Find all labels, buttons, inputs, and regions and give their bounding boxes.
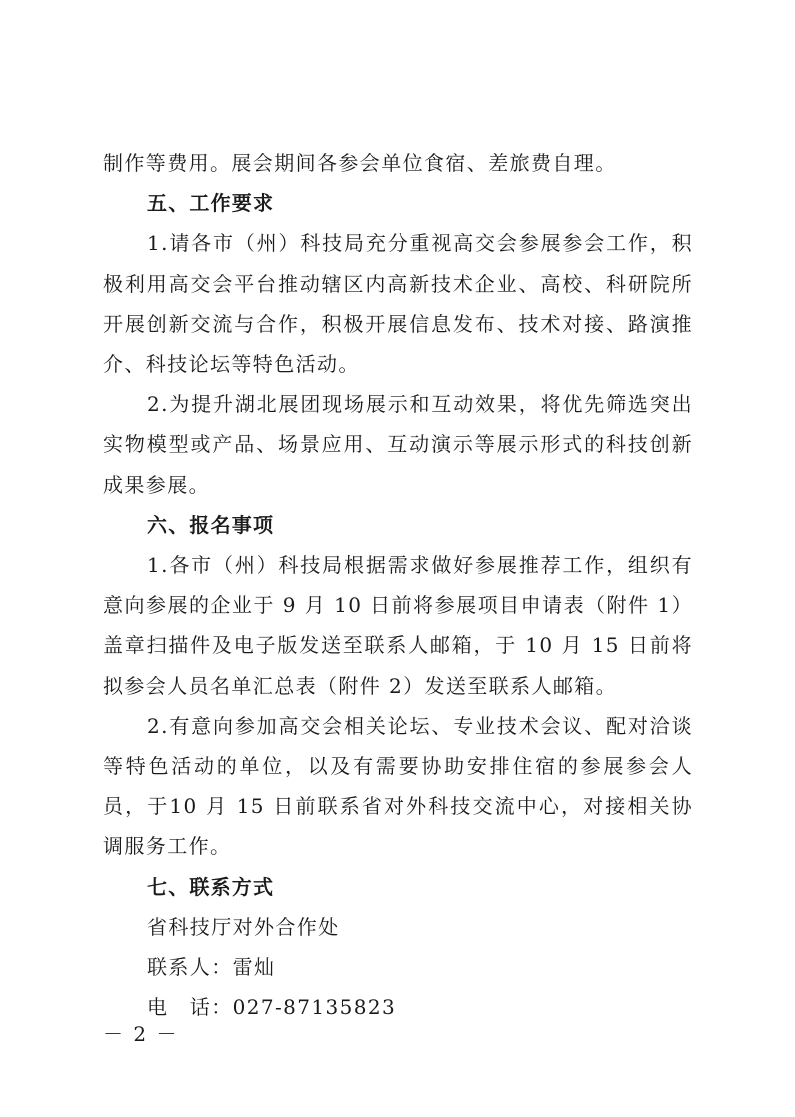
paragraph-registration-2: 2.有意向参加高交会相关论坛、专业技术会议、配对洽谈等特色活动的单位，以及有需要协助安排住宿的参展参会人员，于10 月 15 日前联系省对外科技交流中心，对接相关协调服务工作。 xyxy=(103,713,693,859)
contact-person: 联系人：雷灿 xyxy=(147,955,276,980)
section-heading-registration: 六、报名事项 xyxy=(147,512,275,537)
contact-phone: 电 话：027-87135823 xyxy=(147,995,397,1020)
paragraph-requirement-2: 2.为提升湖北展团现场展示和互动效果，将优先筛选突出实物模型或产品、场景应用、互动演示等展示形式的科技创新成果参展。 xyxy=(103,392,693,497)
paragraph-registration-1: 1.各市（州）科技局根据需求做好参展推荐工作，组织有意向参展的企业于 9 月 10 日前将参展项目申请表（附件 1）盖章扫描件及电子版发送至联系人邮箱，于 10 月 15 日前将拟参会人员名单汇总表（附件 2）发送至联系人邮箱。 xyxy=(103,553,693,698)
section-heading-work-requirements: 五、工作要求 xyxy=(147,191,275,216)
document-body xyxy=(103,143,693,1027)
paragraph-requirement-1: 1.请各市（州）科技局充分重视高交会参展参会工作，积极利用高交会平台推动辖区内高新技术企业、高校、科研院所开展创新交流与合作，积极开展信息发布、技术对接、路演推介、科技论坛等特色活动。 xyxy=(103,231,693,377)
contact-department: 省科技厅对外合作处 xyxy=(147,914,340,939)
section-heading-contact: 七、联系方式 xyxy=(147,874,275,899)
paragraph-continuation: 制作等费用。展会期间各参会单位食宿、差旅费自理。 xyxy=(103,151,617,175)
page-number: － 2 － xyxy=(103,1022,179,1046)
